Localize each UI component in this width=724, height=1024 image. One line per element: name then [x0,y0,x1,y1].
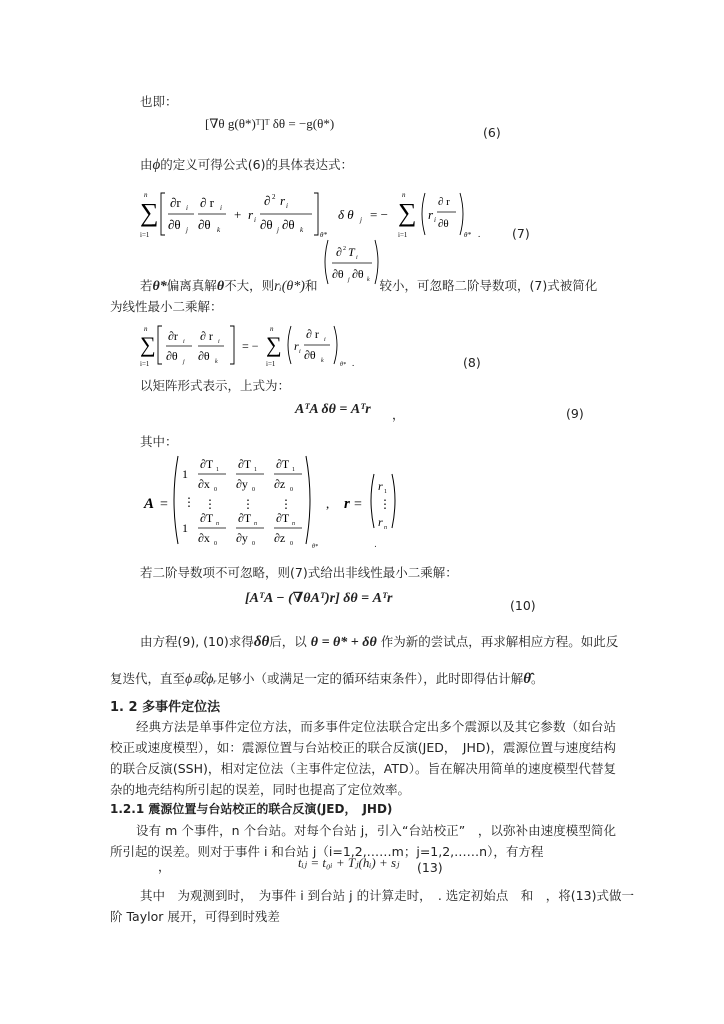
text-iteration-line2 [110,668,544,688]
text-qizhong: 其中： [140,434,178,449]
text-iter-c: 作为新的尝试点，再求解相应方程。如此反 [380,634,619,649]
equation-8-number: (8) [463,355,481,370]
svg-text:∂θ: ∂θ [332,267,344,281]
equation-7-graphic [138,185,458,243]
equation-13: tᵢⱼ = t₀ᵢ + Tⱼ(hᵢ) + sⱼ [298,855,400,870]
svg-text:j: j [348,277,350,283]
svg-text:n: n [270,325,274,333]
svg-text:⋮: ⋮ [242,497,254,511]
svg-text:i: i [218,339,220,345]
svg-text:1: 1 [182,467,188,481]
equation-8-graphic [138,322,358,370]
svg-text:∂T: ∂T [200,511,214,525]
text-matrix-form: 以矩阵形式表示，上式为： [140,378,291,393]
svg-text:∂z: ∂z [274,477,286,491]
text-iter-f: 。 [531,671,544,686]
svg-text:0: 0 [252,541,255,547]
svg-text:δ θ: δ θ [338,207,354,222]
svg-text:r: r [378,515,383,529]
section-1-2-1-heading: 1.2.1 震源位置与台站校正的联合反演(JED， JHD) [110,802,393,816]
svg-text:n: n [216,521,219,527]
svg-text:∂θ: ∂θ [304,348,316,362]
svg-text:1: 1 [292,467,295,473]
theta-update-formula: θ = θ* + δθ [310,635,377,650]
svg-text:=: = [160,497,168,512]
section-1-2-heading: 1. 2 多事件定位法 [110,700,221,715]
equation-7-number: (7) [512,226,530,241]
svg-text:2: 2 [272,193,276,201]
svg-text:r: r [428,207,434,222]
svg-text:0: 0 [214,487,217,493]
svg-text:⋮: ⋮ [183,495,195,509]
text-ruo-e: 较小，可忽略二阶导数项，(7)式被简化 [379,278,598,293]
text-last-line1: 其中 为观测到时， 为事件 i 到台站 j 的计算走时， . 选定初始点 和 ，将(13)式做一 [140,888,634,903]
svg-text:= −: = − [242,339,259,353]
svg-text:∂T: ∂T [276,457,290,471]
svg-text:∑: ∑ [140,332,156,357]
svg-text:i=1: i=1 [140,360,150,368]
svg-text:.: . [352,358,355,368]
equation-9: AᵀA δθ = Aᵀr [295,402,371,417]
text-iter-a: 由方程(9), (10)求得 [140,634,254,649]
svg-text:θ*: θ* [464,231,471,239]
svg-text:∂θ: ∂θ [260,217,273,232]
svg-text:i: i [186,204,188,212]
text-ruo-c: 不大，则 [224,278,275,293]
svg-text:∂ r: ∂ r [438,196,450,208]
svg-text:∂z: ∂z [274,531,286,545]
matrix-period: . [374,540,377,550]
text-ruo-b: 偏离真解 [166,278,217,293]
svg-text:θ*: θ* [320,231,327,239]
text-yeji: 也即： [140,94,178,109]
theta-star-symbol: θ* [152,279,167,294]
svg-text:⋮: ⋮ [204,497,216,511]
theta-symbol: θ [216,279,225,294]
svg-text:i=1: i=1 [398,231,408,239]
svg-text:n: n [144,191,148,199]
svg-text:n: n [402,191,406,199]
svg-text:= −: = − [370,207,388,222]
text-iter-b: 后，以 [269,634,307,649]
svg-text:1: 1 [182,521,188,535]
svg-text:∑: ∑ [266,332,282,357]
svg-text:∂x: ∂x [198,477,210,491]
svg-text:∂: ∂ [264,193,271,208]
svg-text:∂T: ∂T [238,457,252,471]
svg-text:i: i [434,216,436,224]
text-ruo-line1 [140,276,597,295]
svg-text:k: k [217,226,221,234]
equation-6-body: [∇θ g(θ*)ᵀ]ᵀ δθ = −g(θ*) [205,116,335,131]
svg-text:A: A [144,496,155,512]
svg-text:∂θ: ∂θ [198,349,210,363]
text-phi-you: 由 [140,157,153,172]
text-iter-d: 复迭代，直至 [110,671,186,686]
svg-text:∂T: ∂T [276,511,290,525]
delta-theta-symbol: δθ [253,634,270,650]
text-ruo-d: 和 [304,278,318,293]
svg-text:i: i [220,204,222,212]
svg-text:i: i [254,216,256,224]
svg-text:j: j [277,226,279,234]
svg-text:0: 0 [290,541,293,547]
svg-text:r: r [294,339,299,353]
svg-text:∂y: ∂y [236,531,248,545]
text-last-line2: 阶 Taylor 展开，可得到时残差 [110,909,280,924]
section-1-2-1-body: 设有 m 个事件，n 个台站。对每个台站 j，引入“台站校正” ，以弥补由速度模型简化所引起的误差。则对于事件 i 和台站 j（i=1,2,……m；j=1,2,……n），有方程 [110,823,616,859]
svg-text:∂T: ∂T [200,457,214,471]
svg-text:∂ r: ∂ r [200,195,215,210]
svg-text:n: n [292,521,295,527]
svg-text:i=1: i=1 [140,231,150,239]
svg-text:1: 1 [254,467,257,473]
svg-text:1: 1 [216,467,219,473]
svg-text:∂θ: ∂θ [438,218,449,230]
svg-text:k: k [321,358,324,364]
svg-text:θ*: θ* [340,362,346,368]
equation-13-number: (13) [417,860,443,875]
phi-or-phir: ϕ或ϕᵣ [185,672,217,687]
svg-text:r: r [280,193,286,208]
matrix-A-and-r [142,452,402,552]
svg-text:i: i [183,339,185,345]
equation-9-number: (9) [566,406,584,421]
svg-text:j: j [186,226,188,234]
text-iteration-line1 [140,632,618,651]
svg-text:1: 1 [384,489,387,495]
svg-text:∂r: ∂r [168,329,178,343]
svg-text:0: 0 [290,487,293,493]
svg-text:0: 0 [252,487,255,493]
svg-text:∂θ: ∂θ [166,349,178,363]
svg-text:i: i [286,202,288,210]
svg-text:i: i [356,255,358,261]
svg-text:∂: ∂ [336,245,342,259]
svg-text:=: = [354,497,362,512]
equation-13-comma: ， [158,859,171,874]
r-theta-symbol: rᵢ(θ*) [274,279,305,294]
equation-9-comma: ， [392,407,405,422]
text-ruo-line2: 为线性最小二乘解： [110,299,223,314]
text-iter-e: 足够小（或满足一定的循环结束条件），此时即得估计解 [216,671,524,686]
svg-text:i: i [299,349,301,355]
svg-text:T: T [348,245,355,259]
equation-6-number: (6) [483,125,501,140]
equation-10-number: (10) [510,598,536,613]
svg-text:0: 0 [214,541,217,547]
text-nonlinear: 若二阶导数项不可忽略，则(7)式给出非线性最小二乘解： [140,565,458,580]
svg-text:∂y: ∂y [236,477,248,491]
theta-hat-symbol: θ̂ [523,671,532,687]
svg-text:j: j [360,216,362,224]
svg-text:k: k [367,277,370,283]
section-1-2-body: 经典方法是单事件定位方法，而多事件定位法联合定出多个震源以及其它参数（如台站校正或速度模型），如：震源位置与台站校正的联合反演(JED， JHD)，震源位置与速度结构的联合反演(SSH)，相对定位法（主事件定位法，ATD）。旨在解决用简单的速度模型代替复杂的地壳结构所引起的误差，同时也提高了定位效率。 [110,719,616,797]
svg-text:∂θ: ∂θ [198,217,211,232]
svg-text:,: , [326,496,330,511]
svg-text:i=1: i=1 [266,360,276,368]
equation-6 [205,116,334,132]
svg-text:θ*: θ* [312,544,318,550]
svg-text:r: r [248,207,254,222]
svg-text:∂ r: ∂ r [200,329,213,343]
svg-text:∂T: ∂T [238,511,252,525]
svg-text:i: i [324,337,326,343]
svg-text:r: r [344,496,350,512]
svg-text:∂r: ∂r [170,195,181,210]
svg-text:n: n [254,521,257,527]
svg-text:.: . [478,229,481,239]
svg-text:∂θ: ∂θ [282,217,295,232]
svg-text:k: k [215,359,218,365]
svg-text:∂ r: ∂ r [306,327,319,341]
svg-text:k: k [300,226,304,234]
text-ruo-a: 若 [140,278,153,293]
svg-text:j: j [183,359,185,365]
text-phi-definition [140,155,353,174]
svg-text:2: 2 [343,246,346,252]
text-phi-rest: 的定义可得公式(6)的具体表达式： [160,157,353,172]
equation-7-graphic-tail [458,185,498,243]
svg-text:∂x: ∂x [198,531,210,545]
svg-text:∂θ: ∂θ [168,217,181,232]
svg-text:∂θ: ∂θ [352,267,364,281]
equation-10: [AᵀA − (∇θAᵀ)r] δθ = Aᵀr [245,591,393,606]
svg-text:∑: ∑ [398,198,417,227]
svg-text:∑: ∑ [140,198,159,227]
phi-symbol: ϕ [152,157,161,173]
svg-text:n: n [144,325,148,333]
svg-text:⋮: ⋮ [379,497,391,511]
svg-text:+: + [234,207,242,222]
svg-text:⋮: ⋮ [280,497,292,511]
svg-text:n: n [384,525,387,531]
svg-text:r: r [378,479,383,493]
